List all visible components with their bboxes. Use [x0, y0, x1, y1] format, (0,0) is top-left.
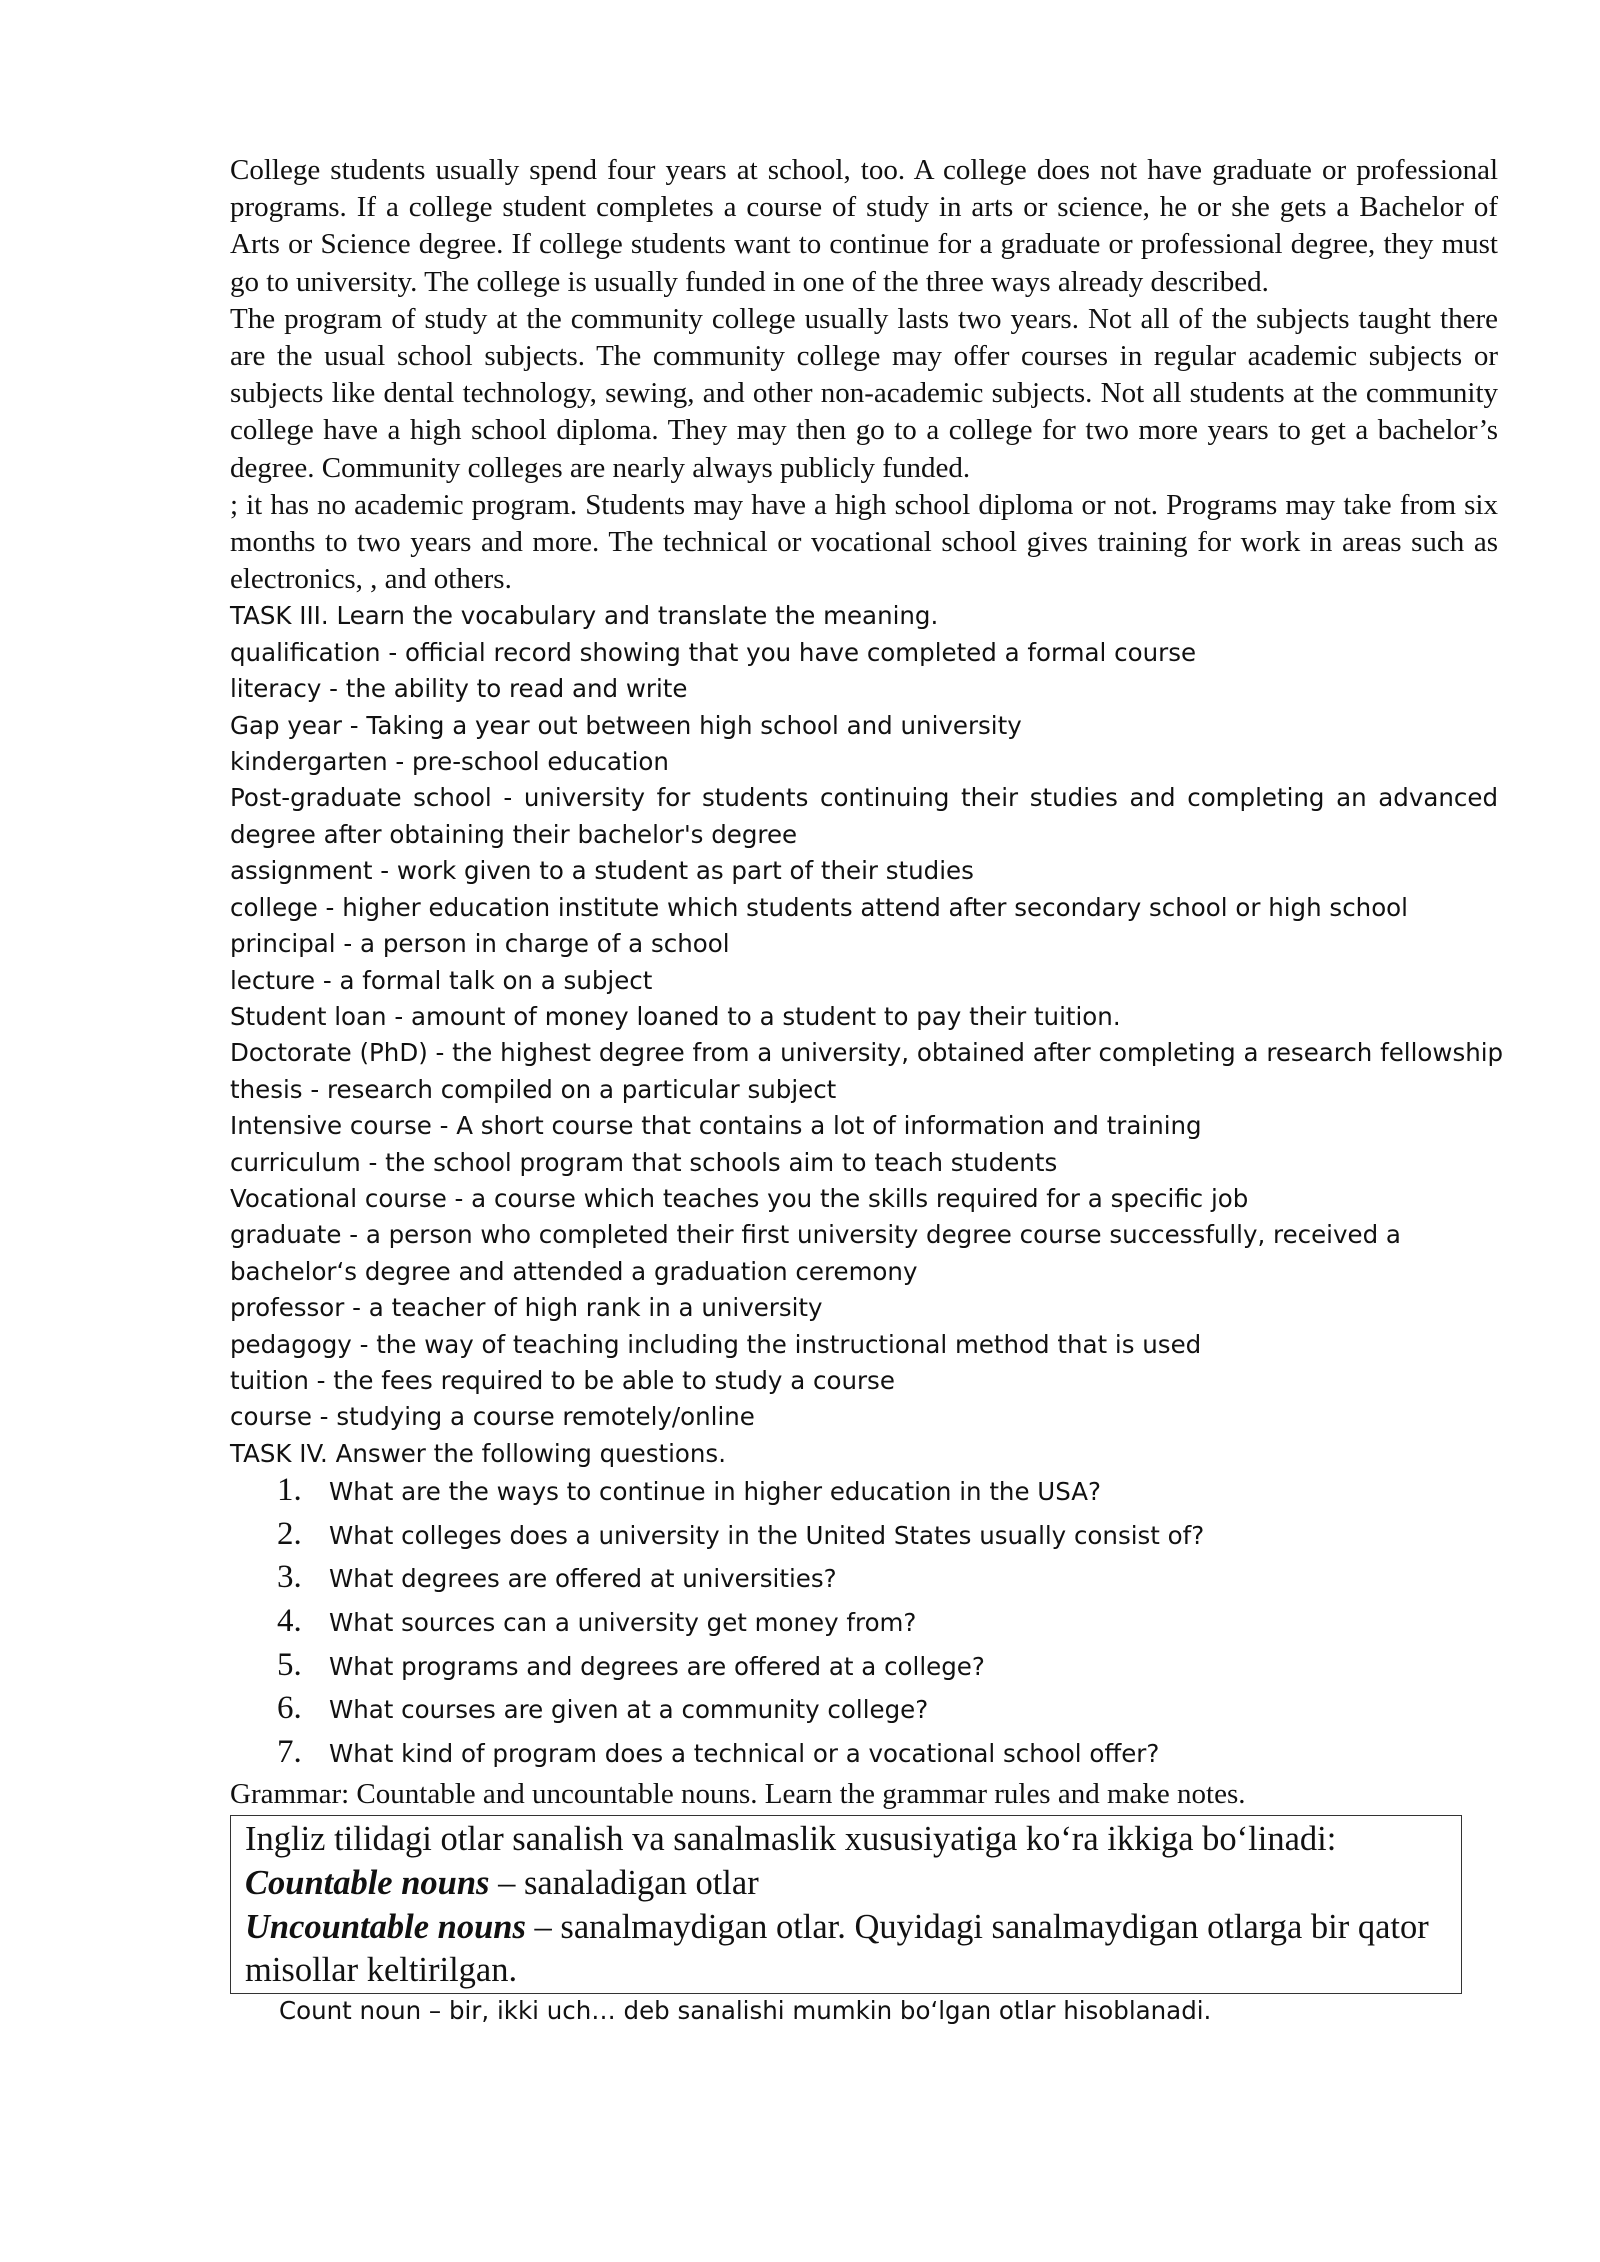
vocab-item: tuition - the fees required to be able to study a course [230, 1365, 895, 1395]
question-text: What degrees are offered at universities? [329, 1564, 837, 1594]
paragraph-technical-school: ; it has no academic program. Students may have a high school diploma or not. Programs may take from six months to two years and more. The technical or vocational school gives training for work in areas such as electronics, , and others. [230, 488, 1498, 596]
question-text: What kind of program does a technical or a vocational school offer? [329, 1738, 1160, 1768]
question-text: What programs and degrees are offered at a college? [329, 1651, 985, 1681]
list-item [230, 1734, 1498, 1778]
vocab-item: curriculum - the school program that schools aim to teach students [230, 1147, 1058, 1177]
question-text: What are the ways to continue in higher education in the USA? [329, 1477, 1102, 1507]
vocab-item: professor - a teacher of high rank in a university [230, 1293, 823, 1323]
vocab-item: graduate - a person who completed their first university degree course successfully, received a bachelor‘s degree and attended a graduation ceremony [230, 1220, 1401, 1286]
vocab-item: Intensive course - A short course that contains a lot of information and training [230, 1111, 1202, 1141]
uncountable-definition: – sanalmaydigan otlar. Quyidagi sanalmaydigan otlarga bir qator misollar keltirilgan. [245, 1907, 1429, 1990]
vocab-item: Post-graduate school - university for students continuing their studies and completing an advanced degree after obtaining their bachelor's degree [230, 783, 1498, 849]
question-number: 5. [277, 1646, 302, 1683]
paragraph-community-college: The program of study at the community college usually lasts two years. Not all of the subjects taught there are the usual school subjects. The community college may offer courses in regular academic subjects or subjects like dental technology, sewing, and other non-academic subjects. Not all students at the community college have a high school diploma. They may then go to a college for two more years to get a bachelor’s degree. Community colleges are nearly always publicly funded. [230, 302, 1498, 484]
question-text: What colleges does a university in the United States usually consist of? [329, 1520, 1205, 1550]
list-item [230, 1472, 1498, 1516]
vocab-item: Doctorate (PhD) - the highest degree from a university, obtained after completing a research fellowship [230, 1038, 1504, 1068]
list-item [230, 1559, 1498, 1603]
vocab-item: Gap year - Taking a year out between high school and university [230, 710, 1022, 740]
list-item [230, 1647, 1498, 1691]
question-number: 4. [277, 1602, 302, 1639]
vocab-item: lecture - a formal talk on a subject [230, 965, 653, 995]
vocab-item: Vocational course - a course which teaches you the skills required for a specific job [230, 1183, 1249, 1213]
vocab-item: Student loan - amount of money loaned to a student to pay their tuition. [230, 1001, 1121, 1031]
question-number: 3. [277, 1559, 302, 1596]
count-noun-line: Count noun – bir, ikki uch… deb sanalishi mumkin bo‘lgan otlar hisoblanadi. [279, 1995, 1212, 2025]
vocab-item: college - higher education institute which students attend after secondary school or high school [230, 892, 1408, 922]
document-page [230, 152, 1504, 2025]
task3-heading: TASK III. Learn the vocabulary and translate the meaning. [230, 601, 939, 631]
countable-line [245, 1862, 1449, 1906]
task3-section [230, 598, 1504, 1472]
grammar-title: Grammar: Countable and uncountable nouns. Learn the grammar rules and make notes. [230, 1778, 1246, 1811]
question-number: 6. [277, 1690, 302, 1727]
vocab-item: thesis - research compiled on a particular subject [230, 1074, 837, 1104]
vocab-item: assignment - work given to a student as part of their studies [230, 856, 974, 886]
question-text: What sources can a university get money from? [329, 1607, 917, 1637]
vocab-item: course - studying a course remotely/online [230, 1402, 755, 1432]
grammar-box [230, 1815, 1462, 1993]
task4-heading: TASK IV. Answer the following questions. [230, 1438, 726, 1468]
list-item [230, 1603, 1498, 1647]
list-item [230, 1516, 1498, 1560]
vocab-item: principal - a person in charge of a school [230, 929, 730, 959]
paragraph-college: College students usually spend four years at school, too. A college does not have graduate or professional programs. If a college student completes a course of study in arts or science, he or she gets a Bachelor of Arts or Science degree. If college students want to continue for a graduate or professional degree, they must go to university. The college is usually funded in one of the three ways already described. [230, 154, 1498, 298]
question-number: 7. [277, 1733, 302, 1770]
list-item [230, 1690, 1498, 1734]
vocab-item: kindergarten - pre-school education [230, 747, 669, 777]
vocab-item: literacy - the ability to read and write [230, 674, 688, 704]
uncountable-term: Uncountable nouns [245, 1907, 526, 1946]
countable-definition: – sanaladigan otlar [489, 1863, 759, 1902]
grammar-intro: Ingliz tilidagi otlar sanalish va sanalmaslik xususiyatiga ko‘ra ikkiga bo‘linadi: [245, 1820, 1337, 1859]
uncountable-line [245, 1906, 1449, 1993]
vocab-item: pedagogy - the way of teaching including the instructional method that is used [230, 1329, 1202, 1359]
question-number: 1. [277, 1472, 302, 1509]
countable-term: Countable nouns [245, 1863, 490, 1902]
question-number: 2. [277, 1515, 302, 1552]
vocab-item: qualification - official record showing that you have completed a formal course [230, 637, 1197, 667]
question-text: What courses are given at a community college? [329, 1695, 929, 1725]
questions-list [230, 1472, 1498, 1777]
